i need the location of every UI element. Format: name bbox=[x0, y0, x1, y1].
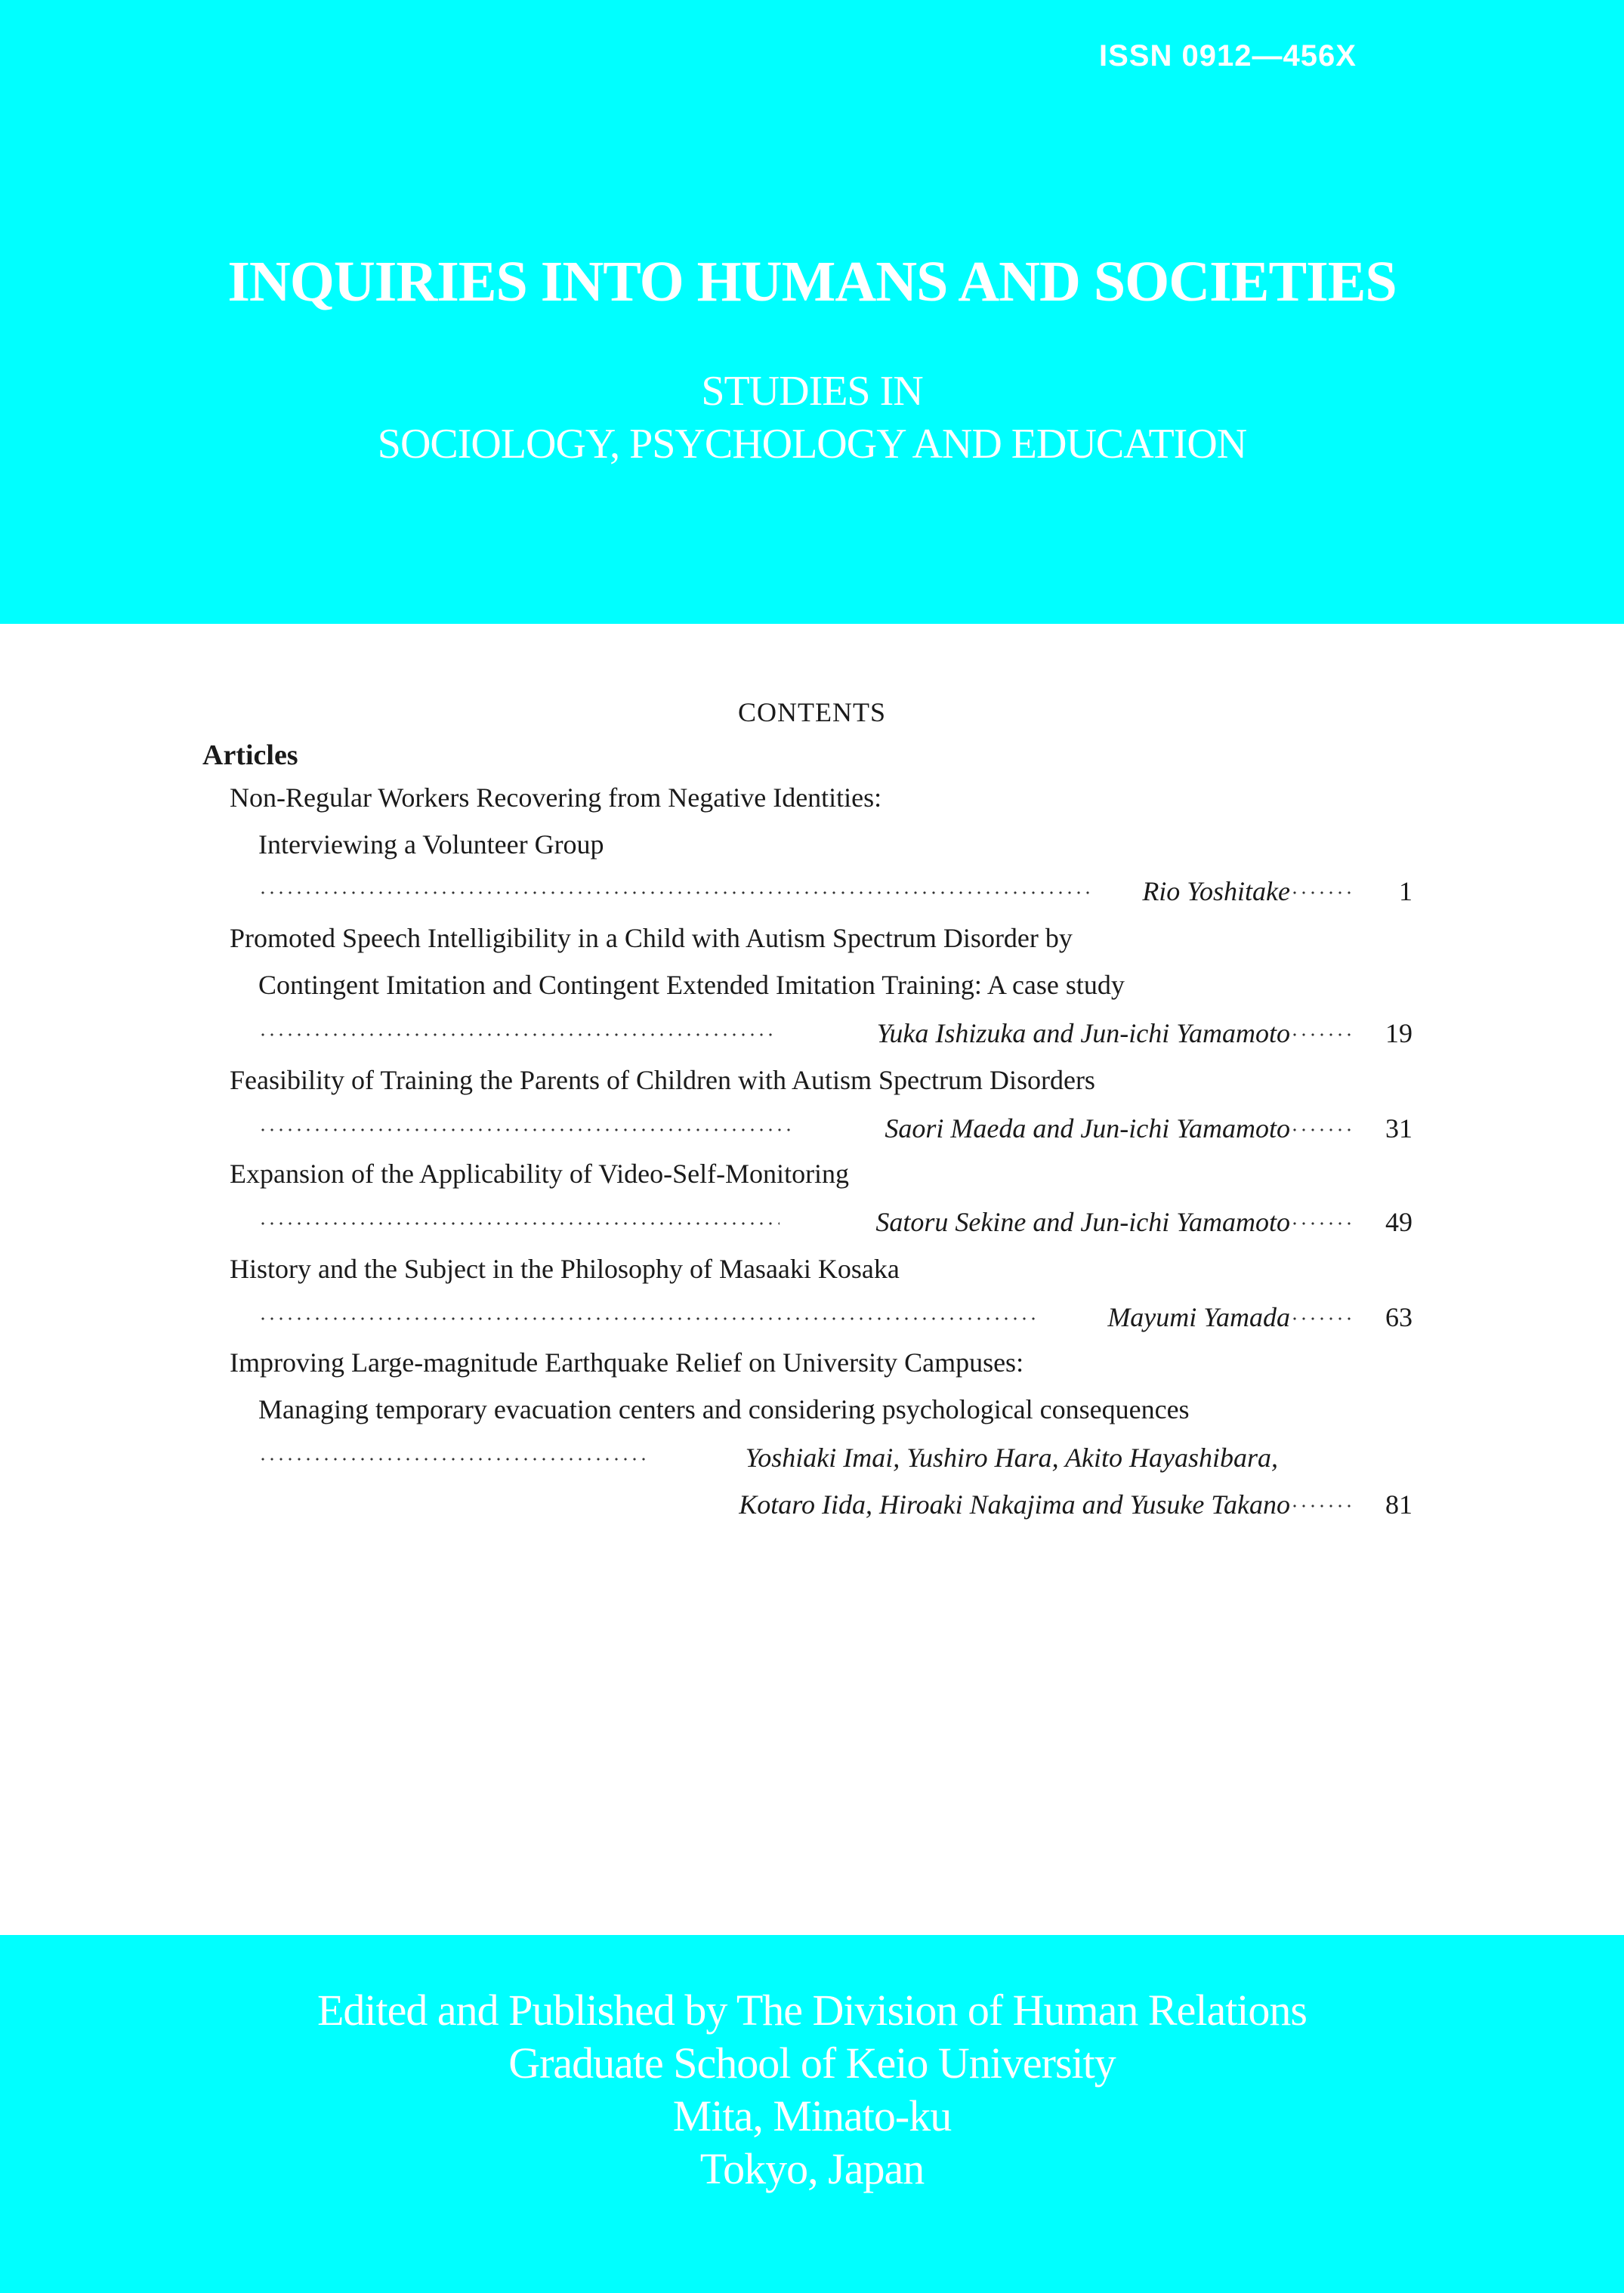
article-4-page: 49 bbox=[1385, 1207, 1413, 1237]
article-1-authors: Rio Yoshitake bbox=[1142, 876, 1290, 906]
article-6-title-line2: Managing temporary evacuation centers and considering psychological consequences bbox=[258, 1394, 1190, 1424]
article-4-authors: Satoru Sekine and Jun-ichi Yamamoto bbox=[875, 1207, 1290, 1237]
article-2-title-line2: Contingent Imitation and Contingent Extended Imitation Training: A case study bbox=[258, 970, 1125, 1000]
article-5-page: 63 bbox=[1385, 1302, 1413, 1332]
leader-dots bbox=[1290, 1317, 1352, 1320]
article-1-title-line1: Non-Regular Workers Recovering from Negative Identities: bbox=[230, 782, 882, 813]
journal-subtitle-line2: SOCIOLOGY, PSYCHOLOGY AND EDUCATION bbox=[377, 421, 1247, 468]
leader-dots bbox=[258, 1222, 780, 1225]
journal-title: INQUIRIES INTO HUMANS AND SOCIETIES bbox=[227, 250, 1397, 313]
article-3-authors: Saori Maeda and Jun-ichi Yamamoto bbox=[885, 1113, 1290, 1143]
article-6-authors-line2: Kotaro Iida, Hiroaki Nakajima and Yusuke Takano bbox=[739, 1489, 1290, 1520]
issn-number: ISSN 0912―456X bbox=[1099, 39, 1357, 73]
journal-subtitle-line1: STUDIES IN bbox=[701, 368, 923, 415]
article-5-title-line1: History and the Subject in the Philosophy of Masaaki Kosaka bbox=[230, 1254, 900, 1284]
publisher-line3: Mita, Minato-ku bbox=[672, 2091, 952, 2140]
article-6-title-line1: Improving Large-magnitude Earthquake Relief on University Campuses: bbox=[230, 1347, 1024, 1378]
section-label-articles: Articles bbox=[202, 739, 298, 771]
article-2-page: 19 bbox=[1385, 1018, 1413, 1048]
article-3-title-line1: Feasibility of Training the Parents of Children with Autism Spectrum Disorders bbox=[230, 1065, 1095, 1095]
article-4-title-line1: Expansion of the Applicability of Video-Self-Monitoring bbox=[230, 1159, 850, 1189]
leader-dots bbox=[1290, 891, 1352, 894]
leader-dots bbox=[1290, 1033, 1352, 1036]
article-1-page: 1 bbox=[1399, 876, 1413, 906]
leader-dots bbox=[258, 1128, 790, 1131]
contents-heading: CONTENTS bbox=[738, 697, 886, 727]
article-1-title-line2: Interviewing a Volunteer Group bbox=[258, 829, 604, 859]
leader-dots bbox=[258, 1458, 647, 1461]
article-5-authors: Mayumi Yamada bbox=[1107, 1302, 1290, 1332]
leader-dots bbox=[258, 891, 1091, 894]
leader-dots bbox=[1290, 1222, 1352, 1225]
publisher-line4: Tokyo, Japan bbox=[699, 2144, 925, 2193]
article-6-page: 81 bbox=[1385, 1489, 1413, 1520]
publisher-line2: Graduate School of Keio University bbox=[508, 2038, 1116, 2088]
article-3-page: 31 bbox=[1385, 1113, 1413, 1143]
leader-dots bbox=[1290, 1504, 1352, 1508]
article-2-title-line1: Promoted Speech Intelligibility in a Child with Autism Spectrum Disorder by bbox=[230, 923, 1073, 953]
leader-dots bbox=[258, 1317, 1036, 1320]
leader-dots bbox=[1290, 1128, 1352, 1131]
article-2-authors: Yuka Ishizuka and Jun-ichi Yamamoto bbox=[876, 1018, 1290, 1048]
publisher-line1: Edited and Published by The Division of Human Relations bbox=[316, 1986, 1307, 2035]
article-6-authors-line1: Yoshiaki Imai, Yushiro Hara, Akito Hayashibara, bbox=[745, 1443, 1278, 1473]
leader-dots bbox=[258, 1033, 772, 1036]
